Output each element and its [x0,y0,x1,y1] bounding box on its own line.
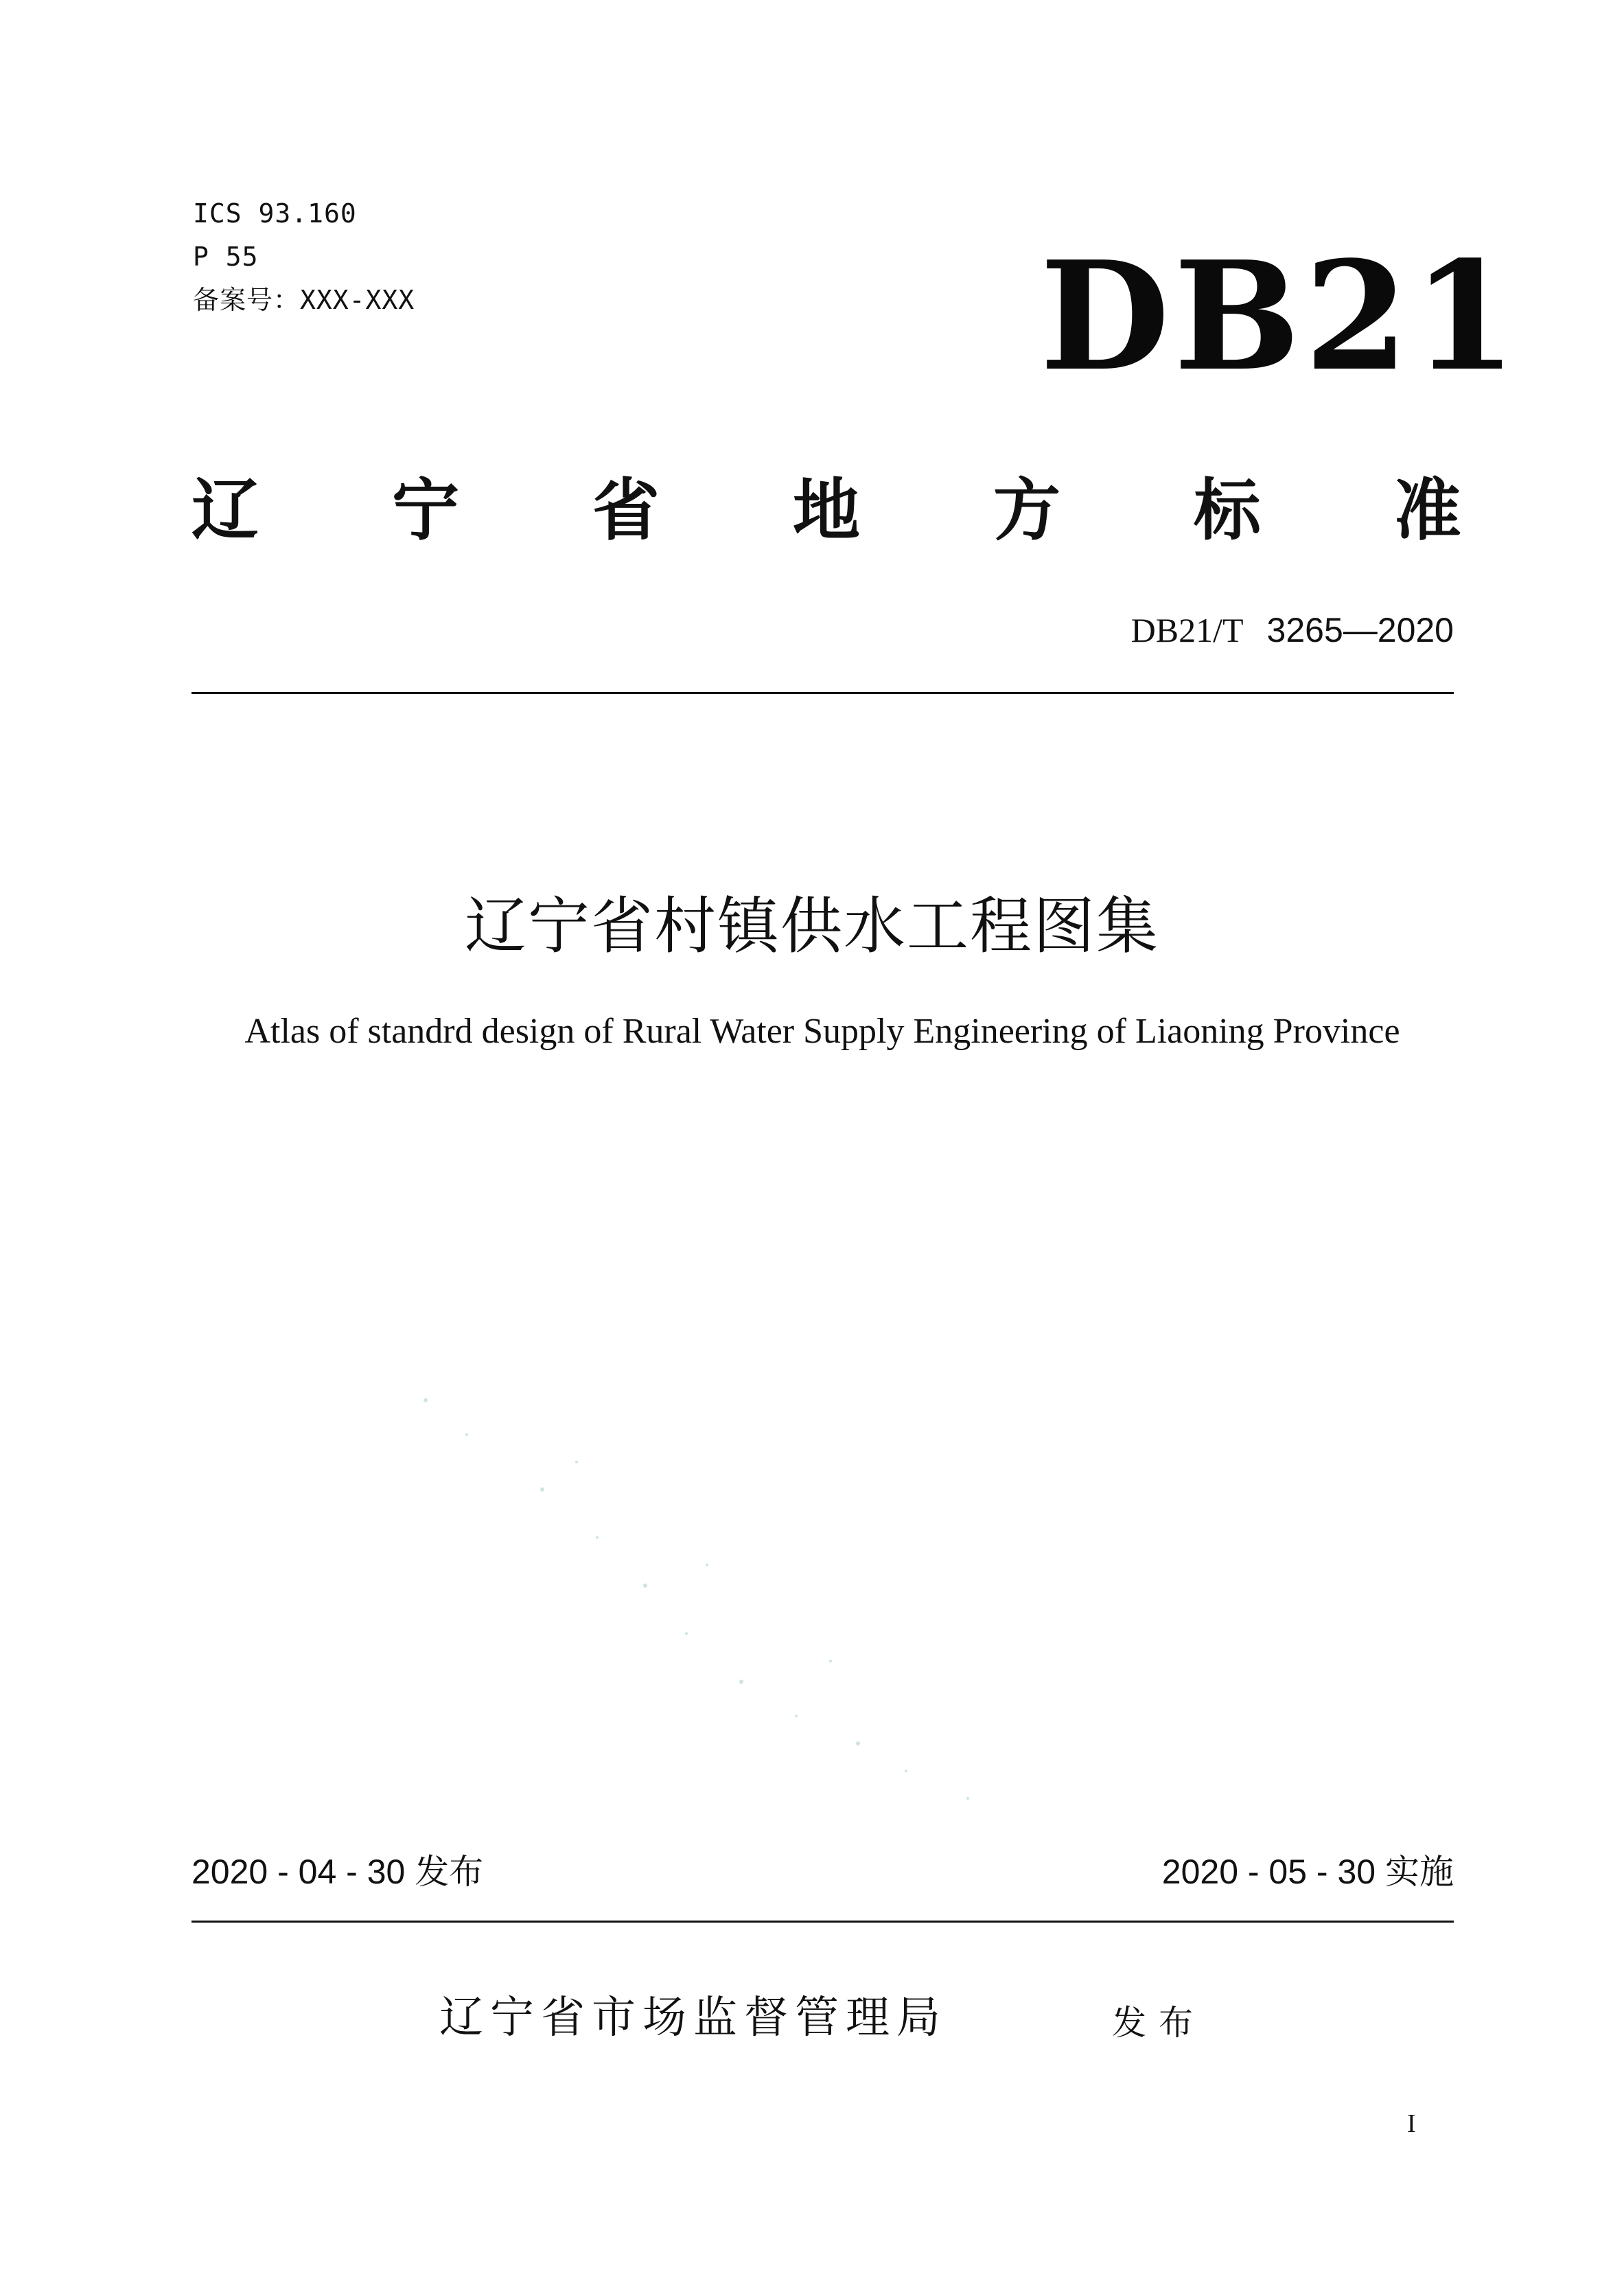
bottom-divider [192,1921,1454,1923]
standard-type-char: 标 [1193,472,1261,550]
standard-code-number: 3265—2020 [1266,611,1454,649]
standard-type-char: 准 [1393,472,1461,550]
publish-label: 发布 [1112,2003,1205,2043]
standard-type-heading [192,472,1461,550]
release-date: 2020 - 04 - 30 发布 [192,1853,484,1891]
standard-type-char: 辽 [192,472,259,550]
standard-code-prefix: DB21/T [1130,611,1244,649]
standard-type-char: 省 [592,472,660,550]
standard-number [1131,613,1454,647]
ccs-code: P 55 [193,242,259,272]
standard-type-char: 地 [792,472,860,550]
effective-date: 2020 - 05 - 30 实施 [1161,1853,1454,1891]
document-title-english: Atlas of standrd design of Rural Water Supply Engineering of Liaoning Province [244,1012,1400,1051]
db21-logo: DB21 [1040,229,1521,404]
standard-type-char: 方 [993,472,1060,550]
record-number: 备案号：XXX-XXX [193,285,415,315]
scan-speckle [384,1359,1139,1840]
document-title-chinese: 辽宁省村镇供水工程图集 [465,890,1159,962]
publisher-name: 辽宁省市场监督管理局 [439,1993,947,2043]
ics-code: ICS 93.160 [193,198,357,229]
page-number: I [1407,2109,1416,2138]
top-divider [192,692,1454,694]
standard-type-char: 宁 [391,472,459,550]
